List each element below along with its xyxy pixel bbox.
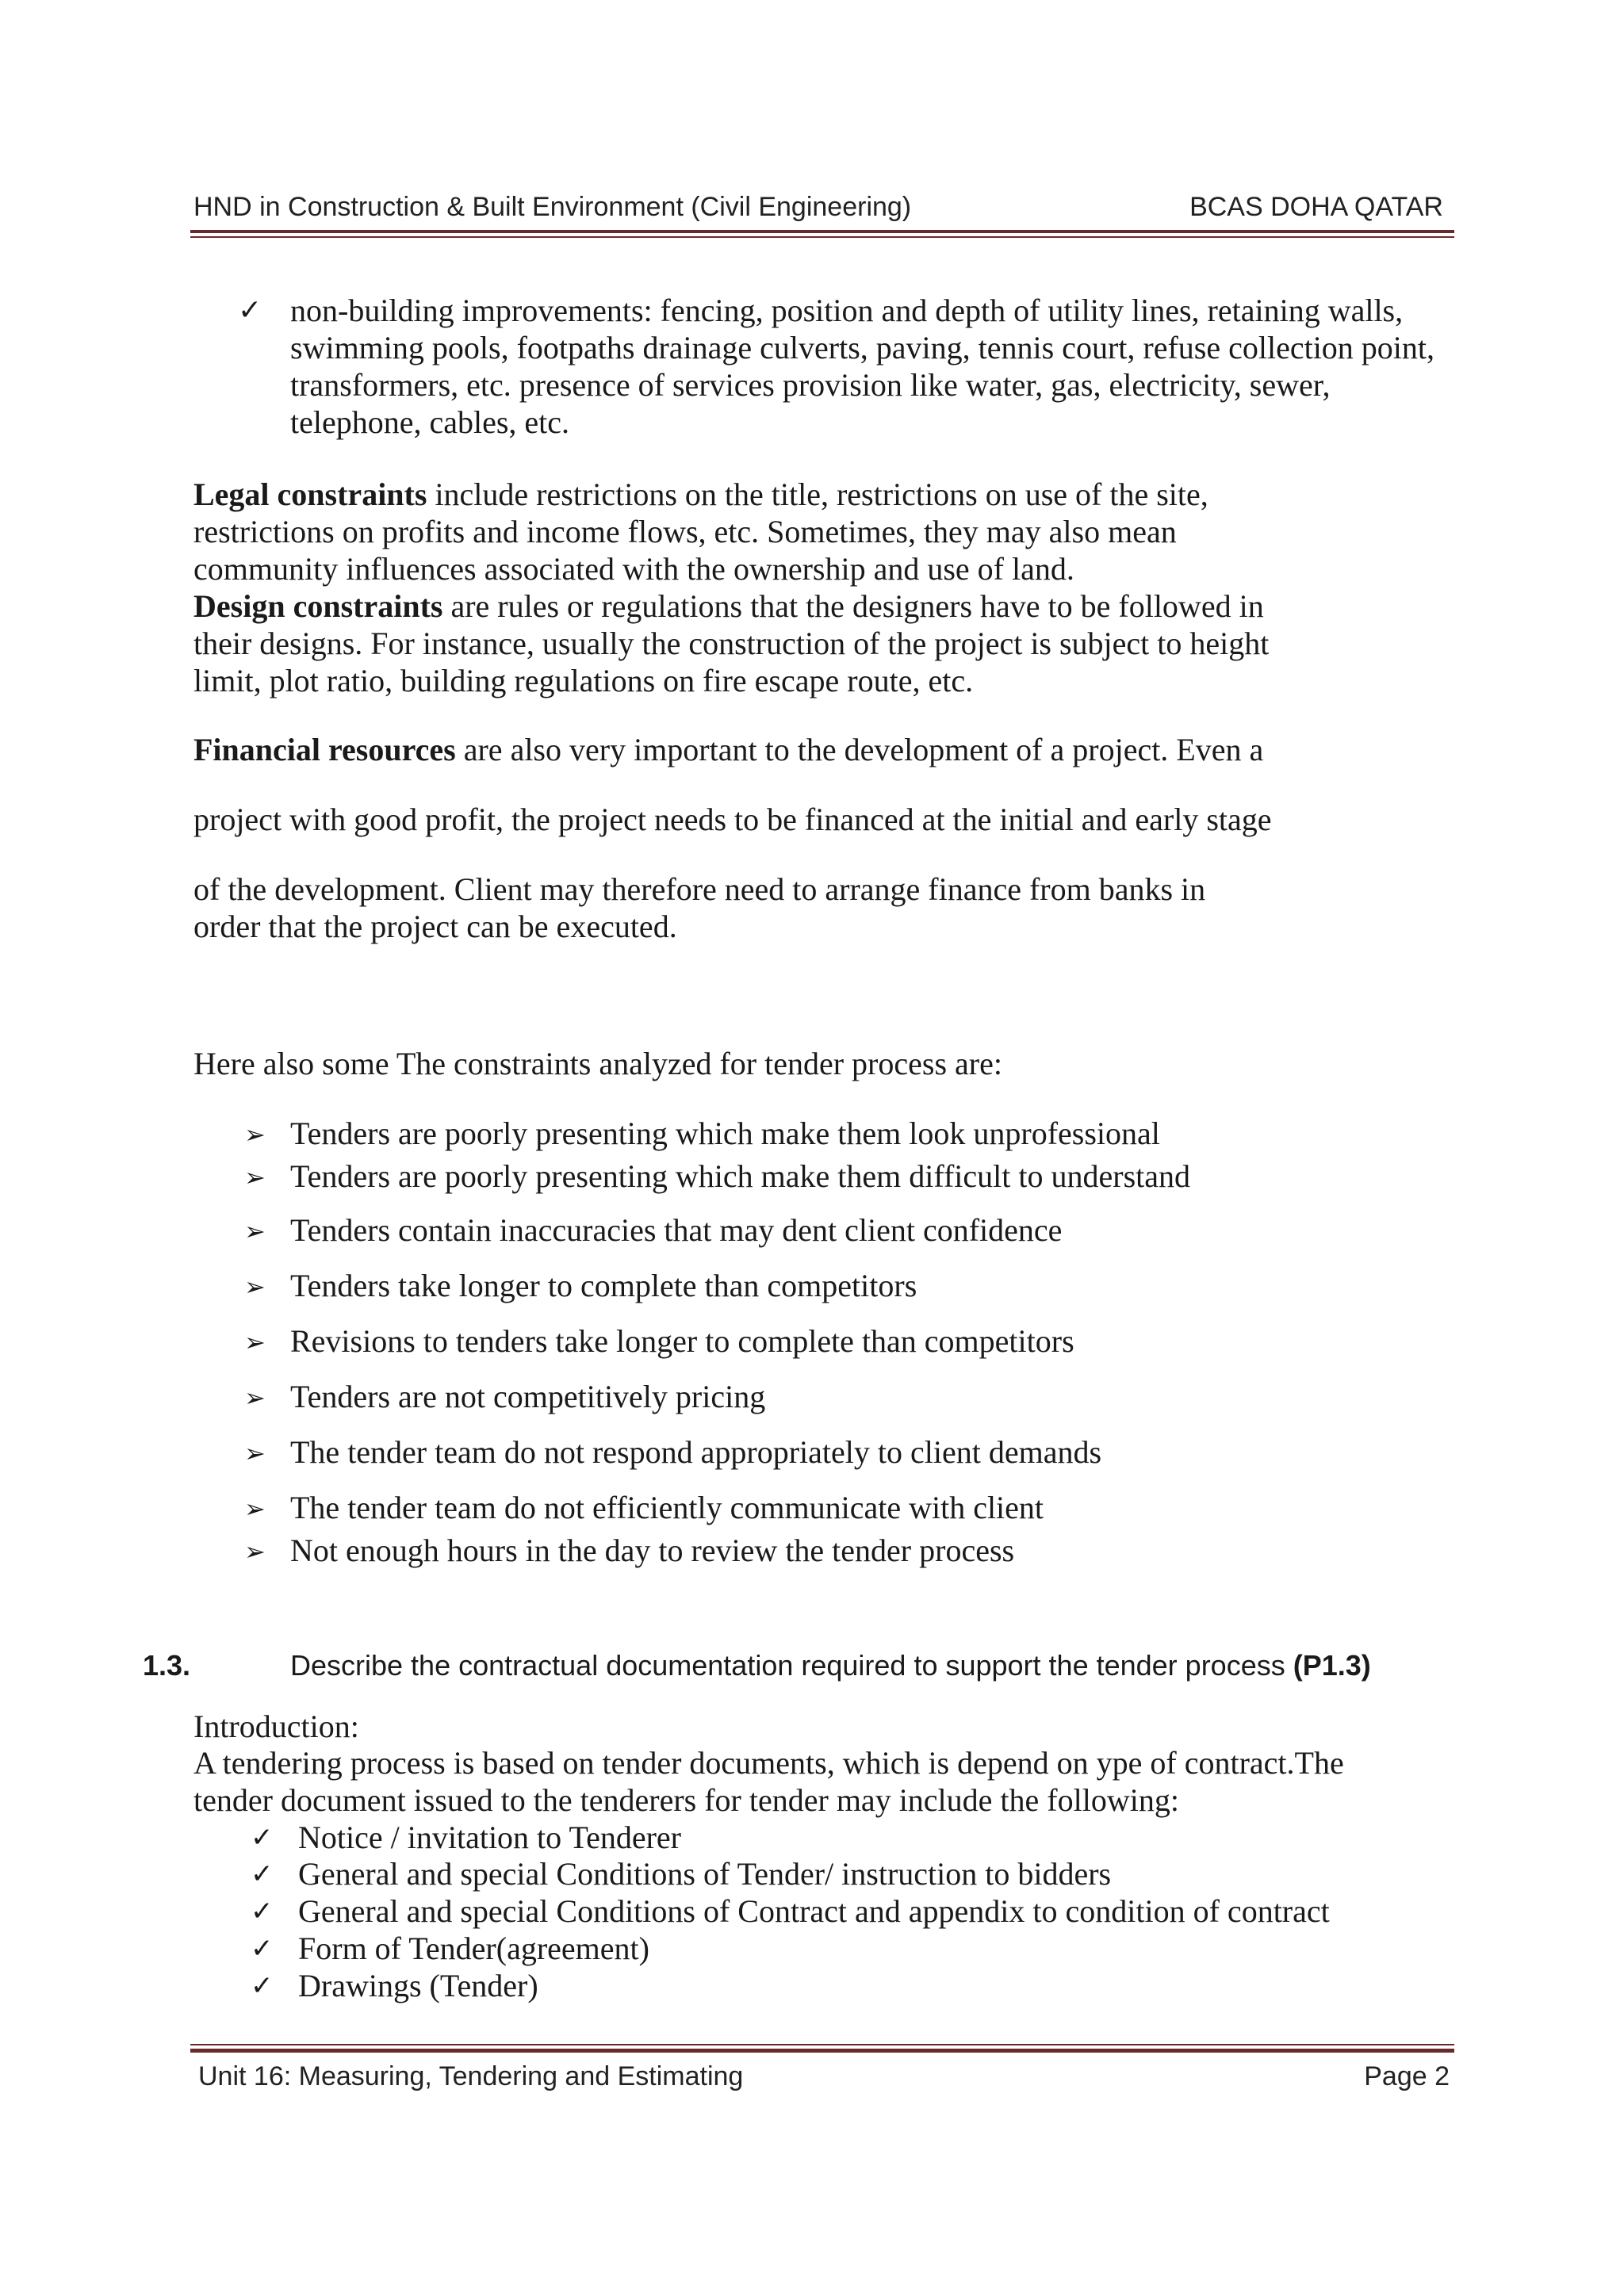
arrow-bullet-icon: ➢: [244, 1162, 266, 1192]
header-title: HND in Construction & Built Environment (Civil Engineering): [193, 192, 912, 222]
section-title-text: Describe the contractual documentation required to support the tender process: [290, 1649, 1293, 1682]
section-title: [290, 1649, 1371, 1682]
improvements-text: non-building improvements: fencing, position and depth of utility lines, retaining walls, swimming pools, footpaths drainage culverts, paving, tennis court, refuse collection point, transformers, etc. presence of services provision like water, gas, electricity, sewer, telephone, cables, etc.: [290, 293, 1435, 440]
checkmark-icon: ✓: [251, 1933, 274, 1965]
checkmark-icon: ✓: [251, 1822, 274, 1854]
arrow-bullet-icon: ➢: [244, 1216, 266, 1246]
arrow-bullet-icon: ➢: [244, 1327, 266, 1357]
document-page: HND in Construction & Built Environment (Civil Engineering) BCAS DOHA QATAR ✓ non-building improvements: fencing, position and depth of utility lines, retaining walls, swimming pools, footpaths drainage culverts, paving, tennis court, refuse collection point, transformers, etc. presence of services provision like water, gas, electricity, sewer, telephone, cables, etc. Legal constraints include restrictions on the title, restrictions on use of the site, restrictions on profits and income flows, etc. Sometimes, they may also mean community influences associated with the ownership and use of land. Design constraints are rules or regulations that the designers have to be followed in their designs. For instance, usually the construction of the project is subject to height limit, plot ratio, building regulations on fire escape route, etc. Financial resources are also very important to the development of a project. Even a project with good profit, the project needs to be financed at the initial and early stage of the development. Client may therefore need to arrange finance from banks in order that the project can be executed. Here also some The constraints analyzed for tender process are: ➢ Tenders are poorly presenting which make them look unprofessional ➢ Tenders are poorly presenting which make them difficult to understand ➢ Tenders contain inaccuracies that may dent client confidence ➢ Tenders take longer to complete than competitors ➢ Revisions to tenders take longer to complete than competitors ➢ Tenders are not competitively pricing ➢ The tender team do not respond appropriately to client demands ➢ The tender team do not efficiently communicate with client ➢ Not enough hours in the day to review the tender process 1.3. Describe the contractual documentation required to support the tender process (P1.3) Introduction: A tendering process is based on tender documents, which is depend on ype of contract.The tender document issued to the tenderers for tender may include the following: ✓ Notice / invitation to Tenderer ✓ General and special Conditions of Tender/ instruction to bidders ✓ General and special Conditions of Contract and appendix to condition of contract ✓ Form of Tender(agreement) ✓ Drawings (Tender) Unit 16: Measuring, Tendering and Estimating Page 2: [0, 0, 1624, 2296]
financial-line-2: project with good profit, the project needs to be financed at the initial and early stage: [193, 802, 1272, 837]
legal-constraints-term: Legal constraints: [193, 476, 427, 512]
legal-constraints-paragraph: [193, 476, 1304, 587]
arrow-bullet-icon: ➢: [244, 1383, 266, 1413]
arrow-bullet-icon: ➢: [244, 1119, 266, 1150]
footer-unit: Unit 16: Measuring, Tendering and Estimating: [198, 2061, 744, 2091]
constraints-intro: Here also some The constraints analyzed for tender process are:: [193, 1046, 1002, 1081]
arrow-bullet-icon: ➢: [244, 1438, 266, 1468]
legal-constraints-text: include restrictions on the title, restrictions on use of the site, restrictions on profits and income flows, etc. Sometimes, they may also mean community influences associated with the ownership and use of land.: [193, 476, 1208, 587]
arrow-bullet-icon: ➢: [244, 1494, 266, 1524]
section-reference: (P1.3): [1293, 1649, 1371, 1682]
checkmark-icon: ✓: [251, 1970, 274, 2002]
page-number: Page 2: [1364, 2061, 1450, 2091]
section-number: 1.3.: [143, 1649, 191, 1682]
introduction-text: A tendering process is based on tender documents, which is depend on ype of contract.The tender document issued to the tenderers for tender may include the following:: [193, 1745, 1344, 1818]
header-divider-thin: [190, 236, 1454, 238]
header-divider: [190, 230, 1454, 233]
checkmark-icon: ✓: [238, 294, 262, 327]
design-constraints-text: are rules or regulations that the designers have to be followed in their designs. For instance, usually the construction of the project is subject to height limit, plot ratio, building regulations on fire escape route, etc.: [193, 588, 1270, 698]
design-constraints-paragraph: [193, 587, 1304, 699]
financial-line-3: of the development. Client may therefore need to arrange finance from banks in order that the project can be executed.: [193, 871, 1206, 944]
financial-line-1-text: are also very important to the development of a project. Even a: [455, 732, 1264, 767]
footer-divider-thin: [190, 2044, 1454, 2045]
checkmark-icon: ✓: [251, 1858, 274, 1890]
design-constraints-term: Design constraints: [193, 588, 443, 624]
arrow-bullet-icon: ➢: [244, 1272, 266, 1302]
header-institution: BCAS DOHA QATAR: [1189, 192, 1443, 222]
footer-divider: [190, 2049, 1454, 2053]
financial-resources-term: Financial resources: [193, 732, 456, 767]
financial-line-1: [193, 731, 1304, 768]
arrow-bullet-icon: ➢: [244, 1536, 266, 1567]
introduction-label: Introduction:: [193, 1709, 359, 1744]
improvements-bullet: [238, 292, 1443, 441]
checkmark-icon: ✓: [251, 1896, 274, 1927]
